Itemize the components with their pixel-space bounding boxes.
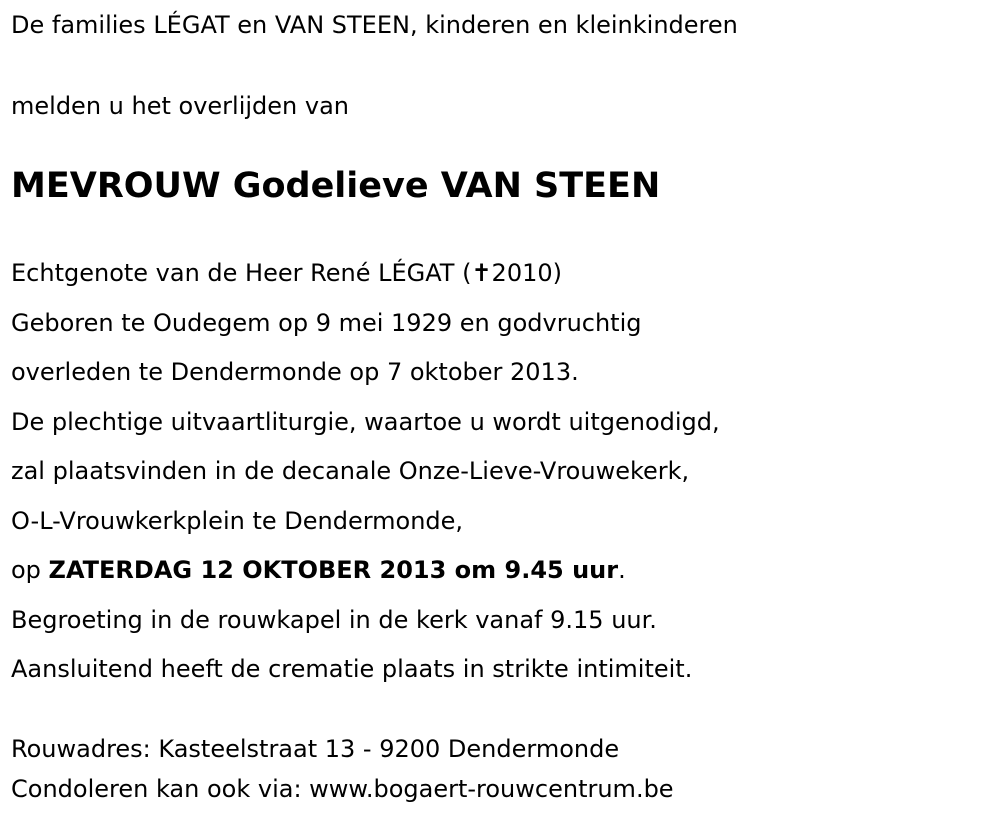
greeting-line: Begroeting in de rouwkapel in de kerk vanaf 9.15 uur. (11, 606, 657, 634)
death-line: overleden te Dendermonde op 7 oktober 2013. (11, 358, 579, 386)
announcement-line: melden u het overlijden van (11, 92, 349, 120)
date-suffix: . (618, 556, 626, 584)
date-prefix: op (11, 556, 49, 584)
ceremony-date: ZATERDAG 12 OKTOBER 2013 om 9.45 uur (48, 556, 619, 584)
condoleren-line: Condoleren kan ook via: www.bogaert-rouwcentrum.be (11, 775, 674, 803)
spouse-line: Echtgenote van de Heer René LÉGAT (✝2010) (11, 259, 562, 287)
church-line: zal plaatsvinden in de decanale Onze-Lieve-Vrouwekerk, (11, 457, 690, 485)
ceremony-date-line (11, 555, 626, 585)
deceased-name: MEVROUW Godelieve VAN STEEN (11, 166, 661, 206)
church-address-line: O-L-Vrouwkerkplein te Dendermonde, (11, 507, 464, 535)
rouwadres-line: Rouwadres: Kasteelstraat 13 - 9200 Dendermonde (11, 735, 620, 763)
families-line: De families LÉGAT en VAN STEEN, kinderen en kleinkinderen (11, 11, 738, 39)
birth-line: Geboren te Oudegem op 9 mei 1929 en godvruchtig (11, 309, 642, 337)
liturgy-line: De plechtige uitvaartliturgie, waartoe u wordt uitgenodigd, (11, 408, 720, 436)
cremation-line: Aansluitend heeft de crematie plaats in strikte intimiteit. (11, 655, 693, 683)
